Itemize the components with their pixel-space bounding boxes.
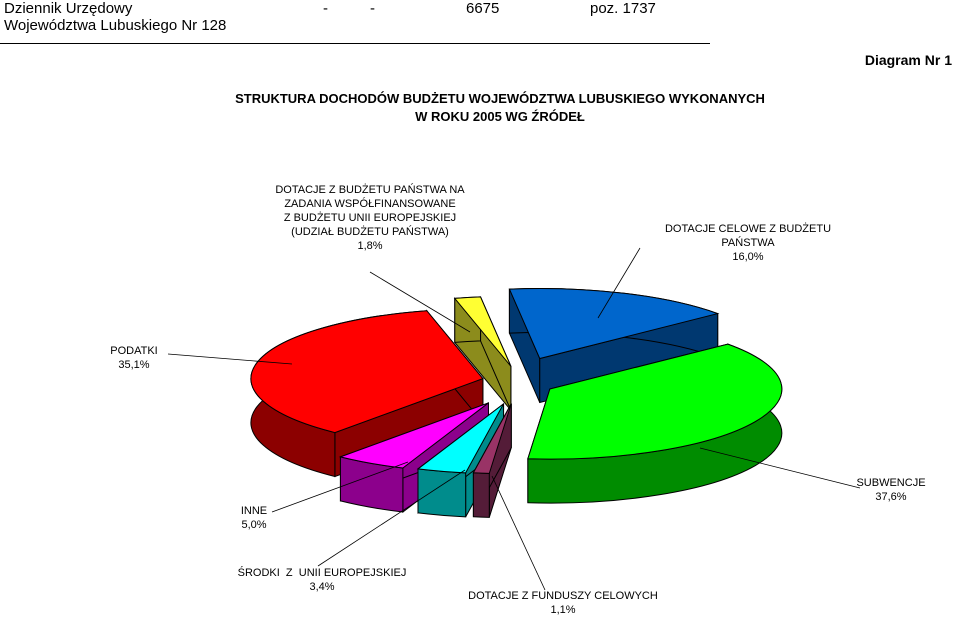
label-subwencje xyxy=(836,476,946,504)
slice-outer-wall xyxy=(473,473,489,518)
label-srodki-ue xyxy=(222,566,422,594)
label-line: (UDZIAŁ BUDŻETU PAŃSTWA) xyxy=(291,226,449,238)
position-number: poz. 1737 xyxy=(590,0,656,17)
label-line: DOTACJE Z FUNDUSZY CELOWYCH xyxy=(468,590,658,602)
label-line: DOTACJE Z BUDŻETU PAŃSTWA NA xyxy=(275,184,465,196)
label-value: 35,1% xyxy=(118,359,150,371)
slice-outer-wall xyxy=(418,469,466,517)
label-line: Z BUDŻETU UNII EUROPEJSKIEJ xyxy=(283,212,457,224)
label-podatki xyxy=(96,344,172,372)
label-value: 5,0% xyxy=(241,519,267,531)
label-value: 3,4% xyxy=(309,581,335,593)
header-dash-1: - xyxy=(323,0,328,17)
chart-title-line-1: STRUKTURA DOCHODÓW BUDŻETU WOJEWÓDZTWA LUBUSKIEGO WYKONANYCH xyxy=(235,91,765,106)
label-line: DOTACJE CELOWE Z BUDŻETU xyxy=(664,223,832,235)
label-value: 37,6% xyxy=(875,491,907,503)
label-inne xyxy=(224,504,284,532)
journal-title: Dziennik Urzędowy xyxy=(4,0,133,17)
label-value: 1,1% xyxy=(550,604,576,616)
diagram-label: Diagram Nr 1 xyxy=(864,52,952,68)
label-line: SUBWENCJE xyxy=(856,477,926,489)
label-dotacje-ue-panstwa xyxy=(270,183,470,253)
journal-subtitle: Województwa Lubuskiego Nr 128 xyxy=(4,17,227,34)
page-number: 6675 xyxy=(466,0,500,17)
label-value: 1,8% xyxy=(357,240,383,252)
label-line: PAŃSTWA xyxy=(721,237,775,249)
label-line: INNE xyxy=(240,505,268,517)
label-value: 16,0% xyxy=(732,251,764,263)
label-line: ZADANIA WSPÓŁFINANSOWANE xyxy=(284,198,456,210)
label-line: ŚRODKI Z UNII EUROPEJSKIEJ xyxy=(237,567,407,579)
label-fundusze-celowe xyxy=(458,589,668,617)
label-line: PODATKI xyxy=(110,345,158,357)
label-dotacje-celowe xyxy=(648,222,848,264)
header-dash-2: - xyxy=(370,0,375,17)
chart-title-line-2: W ROKU 2005 WG ŹRÓDEŁ xyxy=(415,109,585,124)
